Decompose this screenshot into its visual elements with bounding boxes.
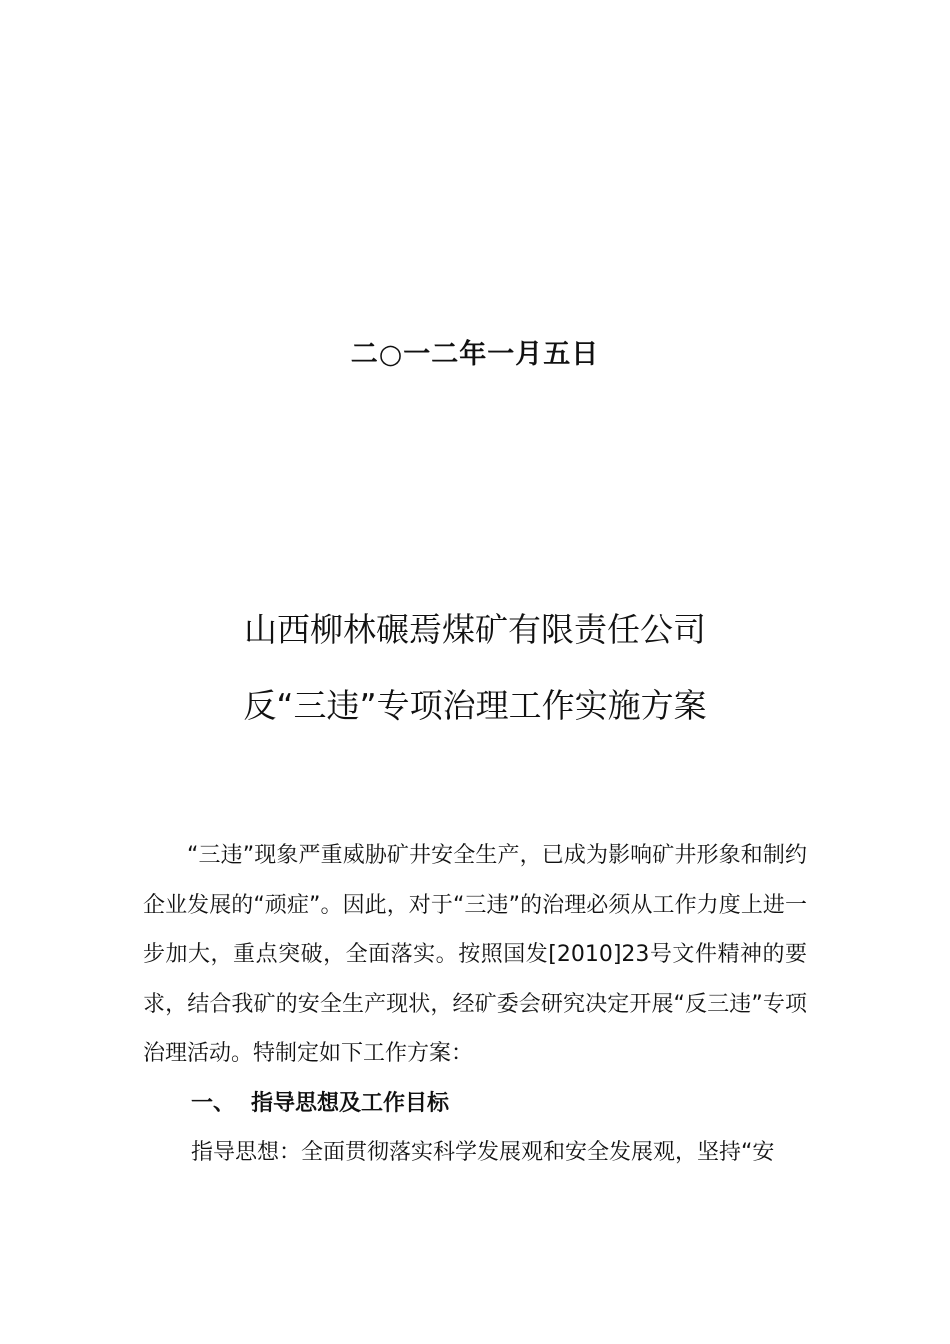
title-company: 山西柳林碾焉煤矿有限责任公司 — [244, 610, 706, 649]
intro-paragraph: “三违”现象严重威胁矿井安全生产，已成为影响矿井形象和制约企业发展的“顽症”。因此，对于“三违”的治理必须从工作力度上进一步加大，重点突破，全面落实。按照国发[2010]23号文件精神的要求，结合我矿的安全生产现状，经矿委会研究决定开展“反三违”专项治理活动。特制定如下工作方案： — [143, 843, 807, 1066]
section-title: 指导思想及工作目标 — [251, 1090, 450, 1116]
document-date: 二○一二年一月五日 — [350, 339, 600, 370]
guiding-thought-paragraph: 指导思想：全面贯彻落实科学发展观和安全发展观，坚持“安 — [191, 1140, 775, 1165]
document-title — [0, 605, 950, 757]
document-body — [143, 831, 807, 1178]
title-plan: 反“三违”专项治理工作实施方案 — [243, 686, 707, 725]
section-heading-1 — [143, 1079, 807, 1129]
section-number: 一、 — [191, 1090, 236, 1116]
